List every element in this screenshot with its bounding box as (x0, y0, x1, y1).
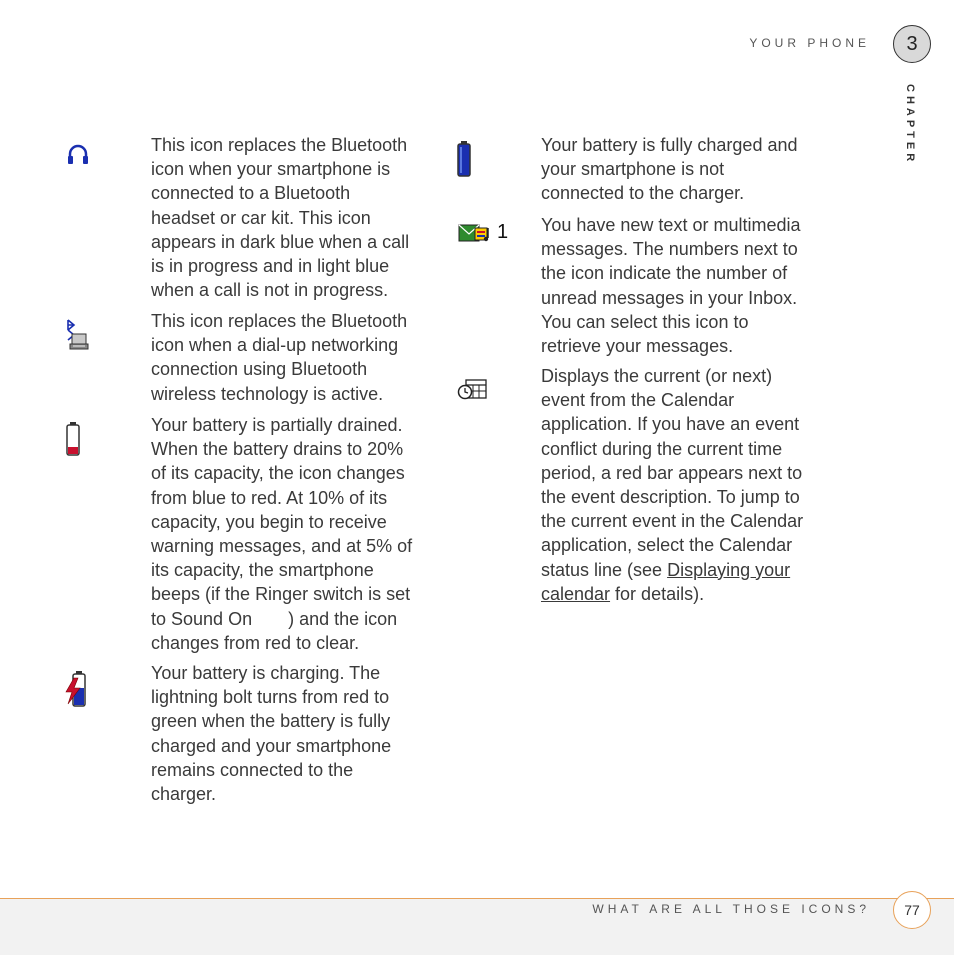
bluetooth-headset-icon (66, 143, 90, 172)
entry-text: Your battery is partially drained. When the battery drains to 20% of its capacity, the icon changes from blue to red. At 10% of its capacity, you begin to receive warning messages, and at 5% of its capacity, the smartphone beeps (if the Ringer switch is set to Sound On ) and the icon changes from red to clear. (151, 415, 413, 653)
calendar-event-icon[interactable] (457, 378, 489, 407)
entry-text: Your battery is charging. The lightning bolt turns from red to green when the battery is fully charged and your smartphone remains connected to the charger. (151, 663, 392, 805)
displaying-calendar-link[interactable]: Displaying your (667, 559, 791, 580)
entry-new-messages (541, 213, 800, 358)
message-count-badge: 1 (497, 221, 509, 243)
entry-bluetooth-dialup (151, 309, 407, 406)
bluetooth-dialup-icon (64, 318, 90, 357)
entry-text: You have new text or multimedia messages. The numbers next to the icon indicate the number of unread messages in your Inbox. You can select this icon to retrieve your messages. (541, 215, 801, 357)
section-title: YOUR PHONE (749, 36, 870, 50)
battery-charging-icon (64, 670, 88, 713)
entry-text: This icon replaces the Bluetooth icon when your smartphone is connected to a Bluetooth headset or car kit. This icon appears in dark blue when a call is in progress and in light blue when a call is not in progress. (151, 135, 410, 301)
chapter-number-badge: 3 (893, 25, 931, 63)
page-number: 77 (893, 891, 931, 929)
calendar-link[interactable]: calendar (541, 583, 611, 604)
entry-battery-low (151, 413, 412, 655)
entry-bluetooth-headset (151, 133, 409, 302)
footer-title: WHAT ARE ALL THOSE ICONS? (592, 902, 870, 916)
entry-text: This icon replaces the Bluetooth icon when a dial-up networking connection using Bluetooth wireless technology is active. (151, 311, 408, 404)
entry-text: Displays the current (or next) event from the Calendar application. If you have an event conflict during the current time period, a red bar appears next to the event description. To jump to the current event in the Calendar application, select the Calendar status line (see Displaying your calendar for details). (541, 366, 804, 604)
entry-battery-charging (151, 661, 391, 806)
entry-calendar (541, 364, 803, 606)
entry-text: Your battery is fully charged and your smartphone is not connected to the charger. (541, 135, 798, 204)
entry-battery-full (541, 133, 798, 206)
battery-low-icon (65, 421, 81, 462)
chapter-label: CHAPTER (904, 84, 916, 166)
battery-full-icon (456, 140, 472, 183)
new-messages-icon[interactable] (458, 222, 498, 251)
